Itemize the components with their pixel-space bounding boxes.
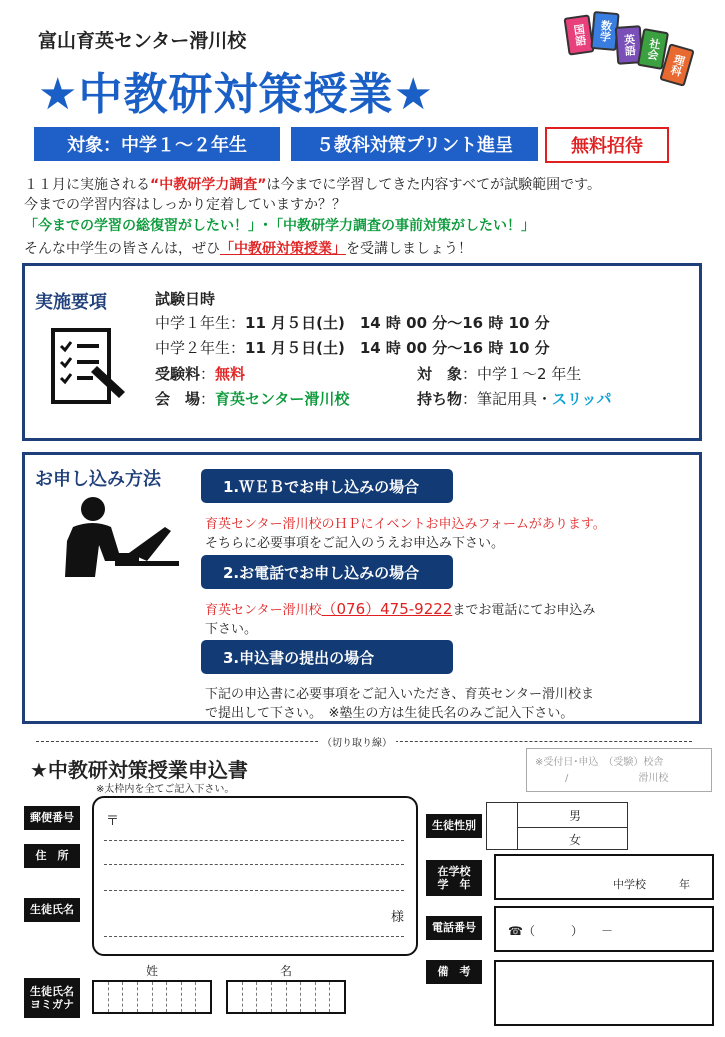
name-line[interactable]	[104, 936, 404, 937]
target-row: 対 象：中学１～2 年生	[417, 365, 582, 383]
target-banner: 対象：中学１～２年生	[34, 127, 280, 161]
postal-label: 郵便番号	[24, 806, 80, 830]
items-row: 持ち物：筆記用具・スリッパ	[417, 390, 612, 408]
school-grade-box[interactable]	[494, 854, 714, 900]
fee-row: 受験料：無料	[155, 365, 246, 383]
intro-line-1: １１月に実施される“中教研学力調査”は今までに学習してきた内容すべてが試験範囲です。	[24, 177, 602, 193]
gender-label: 生徒性別	[426, 814, 482, 838]
gender-male[interactable]: 男	[569, 809, 582, 823]
kana-sei-grid[interactable]	[92, 980, 212, 1014]
mei-label: 名	[280, 964, 293, 978]
free-badge: 無料招待	[545, 127, 669, 163]
sei-label: 姓	[146, 964, 159, 978]
gender-box[interactable]	[486, 802, 628, 850]
book-icon-science: 理科	[659, 43, 694, 87]
gender-divider	[517, 803, 518, 849]
subject-books-illustration	[566, 12, 696, 92]
step2-header: 2.お電話でお申し込みの場合	[201, 555, 453, 589]
step3-line-1: 下記の申込書に必要事項をご記入いただき、育英センター滑川校ま	[205, 687, 594, 702]
step1-line-2: そちらに必要事項をご記入のうえお申込み下さい。	[205, 536, 505, 551]
prints-banner: ５教科対策プリント進呈	[291, 127, 538, 161]
form-note: ※太枠内を全てご記入下さい。	[96, 784, 235, 795]
intro-line-2: 今までの学習内容はしっかり定着していますか？？	[24, 197, 346, 213]
step1-line-1: 育英センター滑川校のＨＰにイベントお申込みフォームがあります。	[205, 517, 606, 532]
office-use-line-1: ※受付日･申込 （受験）校舎	[535, 757, 664, 768]
kana-label: 生徒氏名 ヨミガナ	[24, 978, 80, 1018]
cut-line-label: （切り取り線）	[318, 734, 396, 749]
office-use-line-2: / 滑川校	[565, 773, 669, 784]
gender-female[interactable]: 女	[569, 833, 582, 847]
page-title: ★中教研対策授業★	[38, 69, 434, 120]
intro-line-4: そんな中学生の皆さんは，ぜひ「中教研対策授業」を受講しましょう！	[24, 241, 472, 257]
details-title: 実施要項	[35, 292, 107, 313]
phone-box[interactable]	[494, 906, 714, 952]
name-label: 生徒氏名	[24, 898, 80, 922]
apply-box	[22, 452, 702, 724]
phone-label: 電話番号	[426, 916, 482, 940]
remarks-box[interactable]	[494, 960, 714, 1026]
address-line-1[interactable]	[104, 840, 404, 841]
book-icon-japanese: 国語	[563, 14, 594, 55]
remarks-label: 備 考	[426, 960, 482, 984]
venue-row: 会 場：育英センター滑川校	[155, 390, 350, 408]
gender-hline	[517, 827, 627, 828]
grade2-schedule: 中学２年生：11 月５日(土) 14 時 00 分～16 時 10 分	[155, 339, 550, 357]
person-computer-icon	[55, 495, 185, 584]
step2-line-1: 育英センター滑川校（076）475-9222までお電話にてお申込み	[205, 600, 596, 618]
school-grade-text: 中学校 年	[613, 878, 690, 891]
step3-header: 3.申込書の提出の場合	[201, 640, 453, 674]
form-title: ★中教研対策授業申込書	[30, 758, 248, 782]
details-box	[22, 263, 702, 441]
apply-title: お申し込み方法	[35, 469, 161, 490]
address-line-2[interactable]	[104, 864, 404, 865]
step2-line-2: 下さい。	[205, 622, 258, 637]
phone-text: ☎（ ） －	[508, 924, 613, 938]
kana-mei-grid[interactable]	[226, 980, 346, 1014]
address-name-box[interactable]	[92, 796, 418, 956]
address-line-3[interactable]	[104, 890, 404, 891]
exam-heading: 試験日時	[155, 290, 216, 308]
office-use-box	[526, 748, 712, 792]
step1-header: 1.ＷＥＢでお申し込みの場合	[201, 469, 453, 503]
intro-line-3: 「今までの学習の総復習がしたい！」･「中教研学力調査の事前対策がしたい！」	[24, 218, 535, 234]
name-suffix: 様	[390, 910, 404, 925]
step3-line-2: で提出して下さい。 ※塾生の方は生徒氏名のみご記入下さい。	[205, 706, 574, 721]
school-name: 富山育英センター滑川校	[38, 30, 247, 52]
postal-mark: 〒	[106, 814, 120, 829]
checklist-icon	[49, 326, 129, 410]
book-icon-social: 社会	[637, 28, 669, 70]
school-grade-label: 在学校 学 年	[426, 860, 482, 896]
address-label: 住 所	[24, 844, 80, 868]
book-icon-math: 数学	[590, 11, 619, 51]
book-icon-english: 英語	[615, 25, 644, 65]
grade1-schedule: 中学１年生：11 月５日(土) 14 時 00 分～16 時 10 分	[155, 314, 550, 332]
